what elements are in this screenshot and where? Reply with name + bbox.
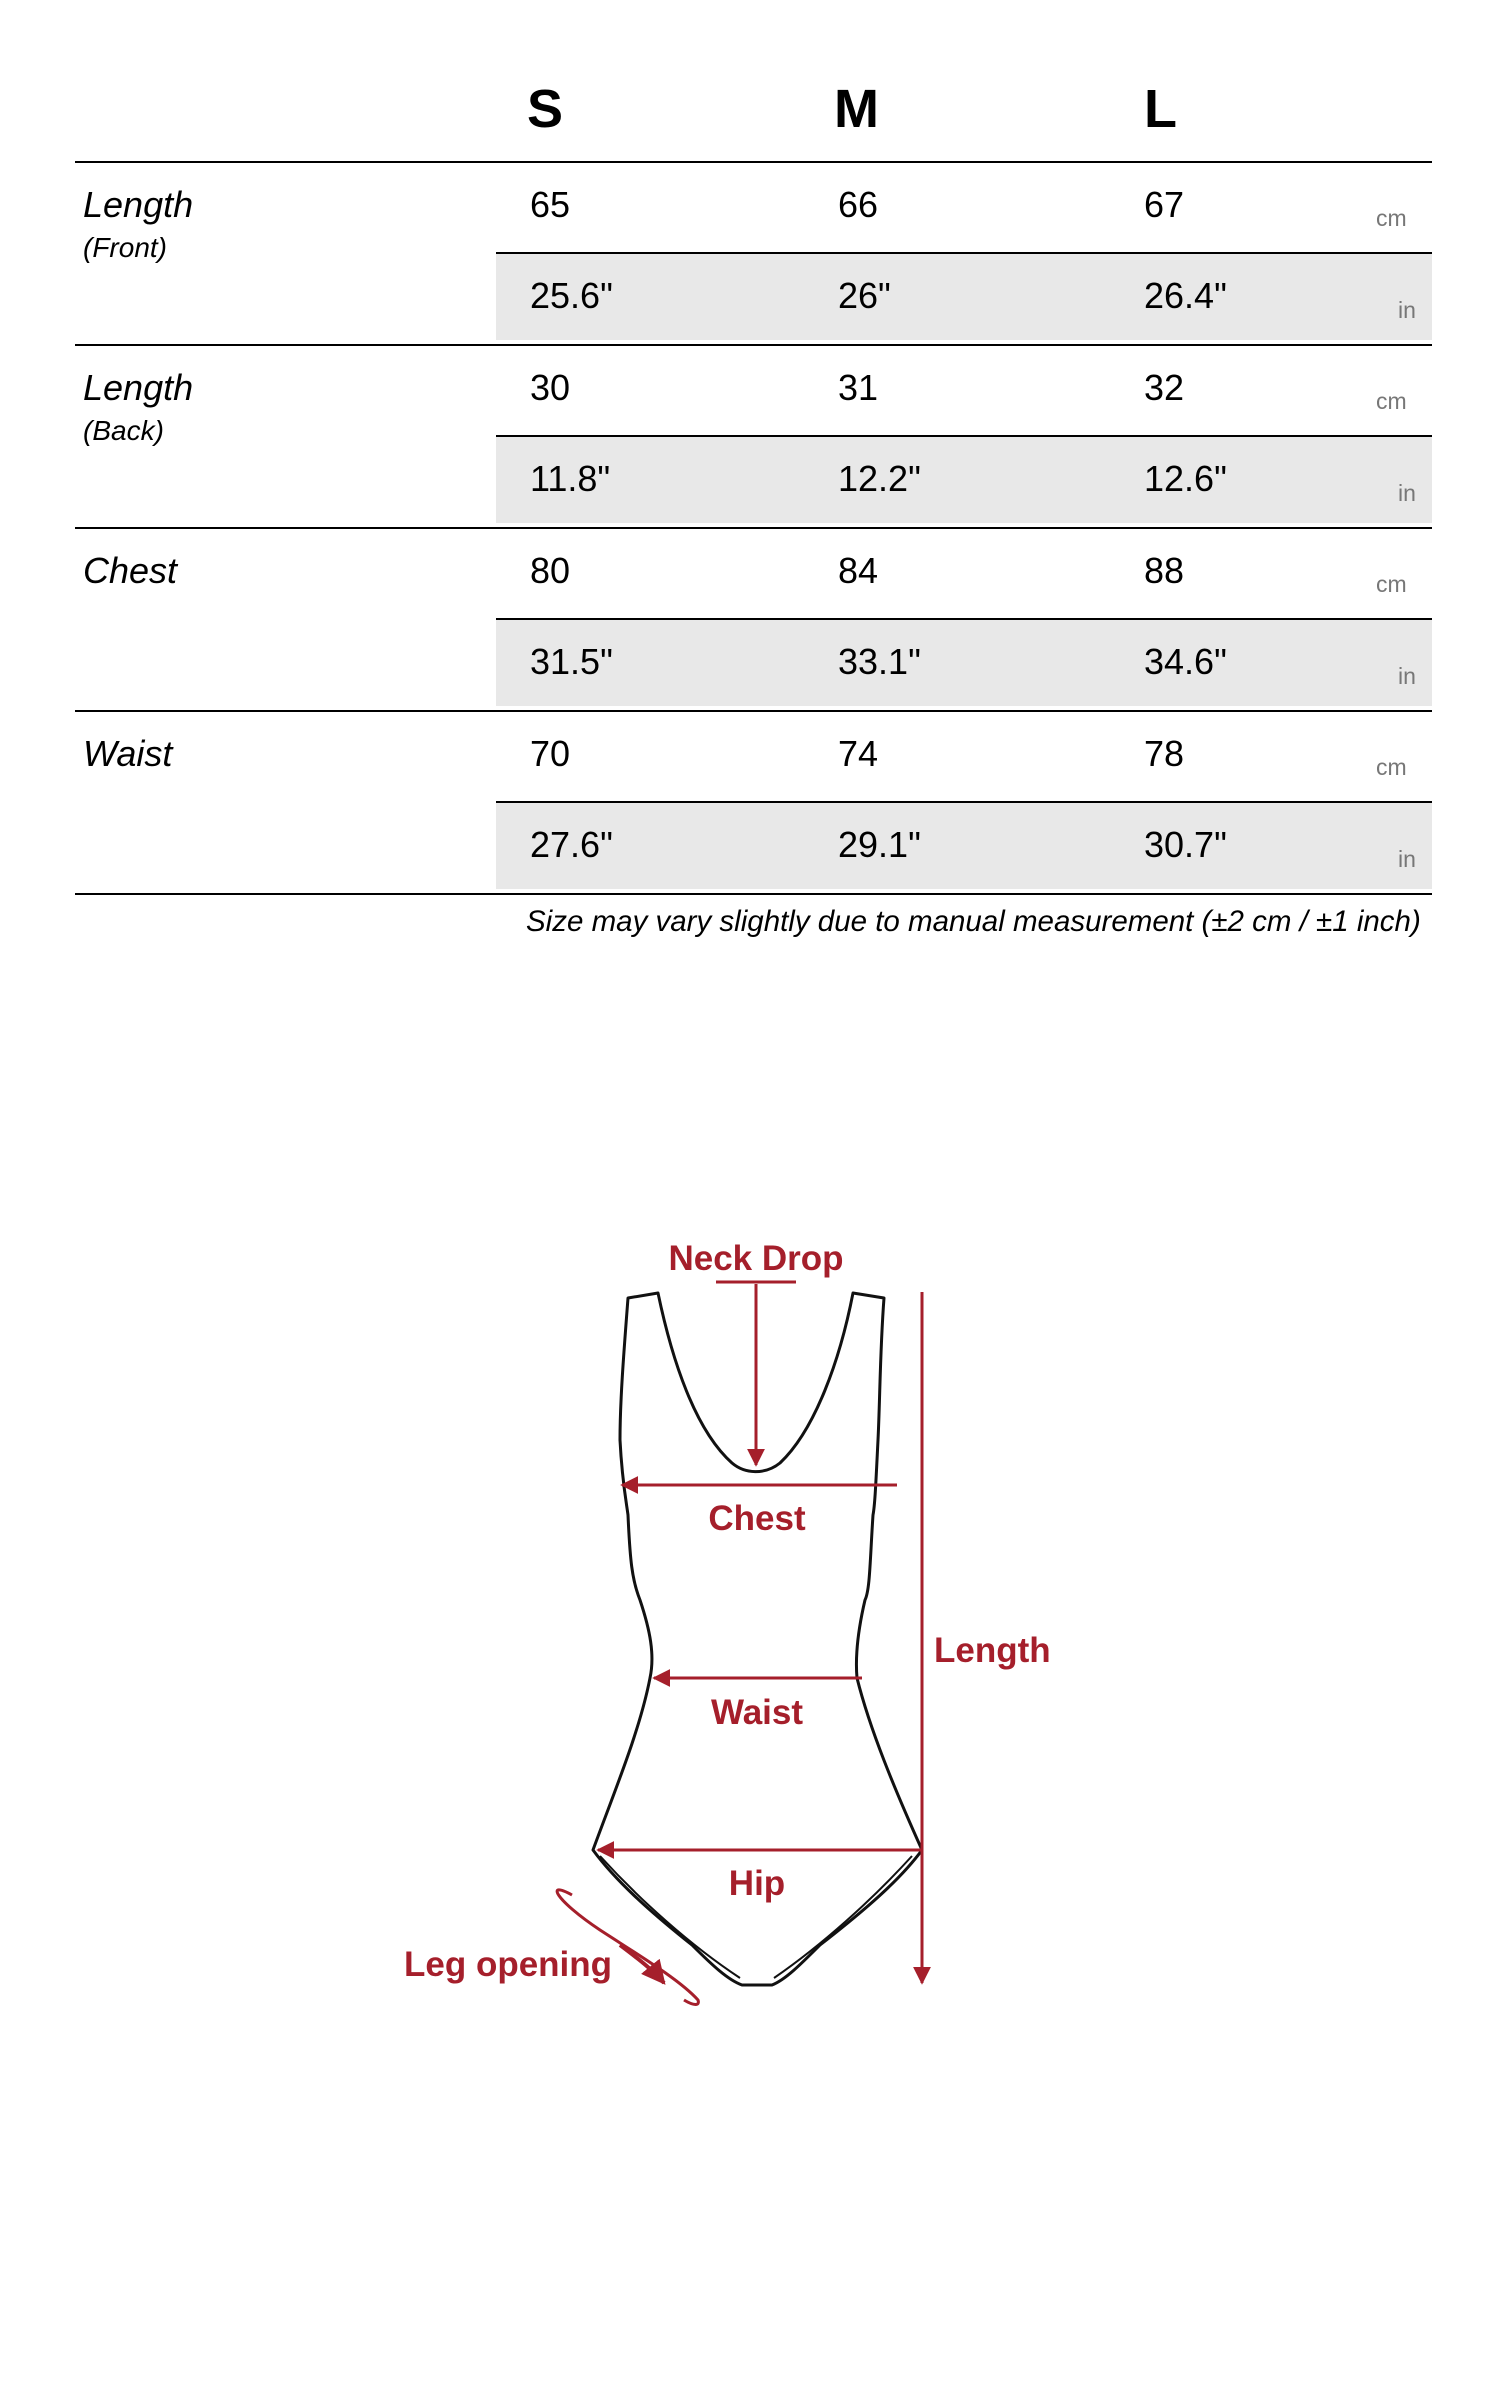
cell-in: 12.6": [1144, 458, 1227, 499]
unit-cm: cm: [1376, 571, 1407, 597]
cell-cm: 31: [838, 367, 879, 408]
unit-in: in: [1398, 663, 1416, 689]
row-shade: [496, 618, 1432, 706]
table-divider: [75, 527, 1432, 529]
size-header-m: M: [834, 79, 879, 139]
unit-in: in: [1398, 846, 1416, 872]
cell-in: 26": [838, 275, 891, 316]
cell-in: 12.2": [838, 458, 921, 499]
size-header-s: S: [527, 79, 564, 139]
cell-in: 27.6": [530, 824, 613, 865]
garment-diagram: [0, 1200, 1500, 2100]
table-divider: [75, 710, 1432, 712]
label-neck-drop: Neck Drop: [668, 1239, 844, 1278]
cell-cm: 78: [1144, 733, 1185, 774]
cell-cm: 66: [838, 184, 879, 225]
cell-in: 33.1": [838, 641, 921, 682]
cell-cm: 80: [530, 550, 571, 591]
cell-cm: 88: [1144, 550, 1185, 591]
label-waist: Waist: [710, 1693, 804, 1732]
label-hip: Hip: [728, 1864, 786, 1903]
cell-in: 34.6": [1144, 641, 1227, 682]
measurement-sublabel-back: (Back): [83, 415, 164, 446]
cell-in: 25.6": [530, 275, 613, 316]
measurement-label-length-front: Length: [83, 184, 194, 225]
measurement-label-waist: Waist: [83, 733, 173, 774]
cell-in: 26.4": [1144, 275, 1227, 316]
row-subdivider: [496, 252, 1432, 254]
label-leg-opening: Leg opening: [404, 1945, 613, 1984]
unit-in: in: [1398, 480, 1416, 506]
unit-in: in: [1398, 297, 1416, 323]
size-header-l: L: [1144, 79, 1177, 139]
cell-cm: 70: [530, 733, 571, 774]
label-chest: Chest: [708, 1499, 806, 1538]
row-shade: [496, 801, 1432, 889]
row-shade: [496, 435, 1432, 523]
table-divider: [75, 893, 1432, 895]
cell-in: 30.7": [1144, 824, 1227, 865]
measurement-label-length-back: Length: [83, 367, 194, 408]
row-subdivider: [496, 801, 1432, 803]
cell-cm: 32: [1144, 367, 1185, 408]
label-length: Length: [934, 1631, 1051, 1670]
unit-cm: cm: [1376, 754, 1407, 780]
cell-cm: 65: [530, 184, 571, 225]
cell-cm: 84: [838, 550, 879, 591]
table-divider: [75, 161, 1432, 163]
measurement-note: Size may vary slightly due to manual measurement (±2 cm / ±1 inch): [526, 905, 1421, 938]
cell-in: 31.5": [530, 641, 613, 682]
row-subdivider: [496, 618, 1432, 620]
cell-in: 29.1": [838, 824, 921, 865]
cell-cm: 67: [1144, 184, 1185, 225]
measurement-label-chest: Chest: [83, 550, 178, 591]
cell-cm: 30: [530, 367, 571, 408]
unit-cm: cm: [1376, 388, 1407, 414]
row-subdivider: [496, 435, 1432, 437]
leg-opening-arrow: [620, 1945, 664, 1983]
row-shade: [496, 252, 1432, 340]
cell-cm: 74: [838, 733, 879, 774]
cell-in: 11.8": [530, 458, 611, 499]
table-divider: [75, 344, 1432, 346]
measurement-sublabel-front: (Front): [83, 232, 167, 263]
unit-cm: cm: [1376, 205, 1407, 231]
